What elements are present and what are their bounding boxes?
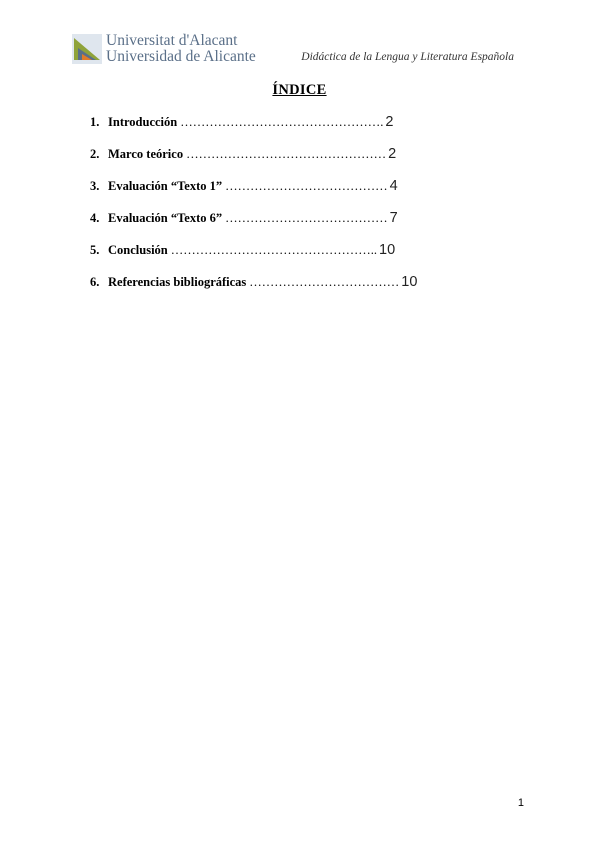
toc-item-label: Referencias bibliográficas	[108, 275, 247, 289]
toc-item-page: 10	[401, 274, 418, 290]
toc-item-label: Marco teórico	[108, 147, 184, 161]
course-title: Didáctica de la Lengua y Literatura Española	[301, 51, 514, 63]
toc-item-label: Introducción	[108, 115, 178, 129]
toc-item-introduccion	[90, 114, 393, 134]
toc-item-label: Evaluación “Texto 1”	[108, 179, 223, 193]
university-logo-icon	[72, 34, 102, 64]
toc-item-conclusion	[90, 242, 395, 262]
toc-item-page: 7	[389, 210, 398, 226]
toc-item-evaluacion-texto-1	[90, 178, 398, 198]
toc-item-number: 4.	[90, 211, 100, 225]
toc-item-referencias	[90, 274, 417, 294]
toc-item-page: 4	[389, 178, 398, 194]
toc-leader-dots: ………………………………	[249, 275, 400, 289]
toc-item-page: 10	[379, 242, 396, 258]
toc-item-marco-teorico	[90, 146, 396, 166]
university-name	[106, 33, 256, 65]
toc-item-page: 2	[385, 114, 394, 130]
page-number: 1	[517, 797, 524, 809]
toc-item-page: 2	[388, 146, 397, 162]
university-name-spanish: Universidad de Alicante	[106, 48, 256, 65]
toc-item-label: Conclusión	[108, 243, 168, 257]
toc-item-evaluacion-texto-6	[90, 210, 398, 230]
toc-item-number: 5.	[90, 243, 100, 257]
toc-leader-dots: …………………………………	[225, 179, 388, 193]
toc-item-number: 6.	[90, 275, 100, 289]
toc-leader-dots: ………………………………………….	[180, 115, 384, 129]
toc-item-label: Evaluación “Texto 6”	[108, 211, 223, 225]
index-title: ÍNDICE	[272, 82, 327, 98]
university-name-valencian: Universitat d'Alacant	[106, 32, 238, 49]
toc-item-number: 1.	[90, 115, 100, 129]
toc-leader-dots: …………………………………………..	[170, 243, 377, 257]
toc-leader-dots: …………………………………………	[186, 147, 387, 161]
toc-leader-dots: …………………………………	[225, 211, 388, 225]
toc-item-number: 3.	[90, 179, 100, 193]
toc-item-number: 2.	[90, 147, 100, 161]
